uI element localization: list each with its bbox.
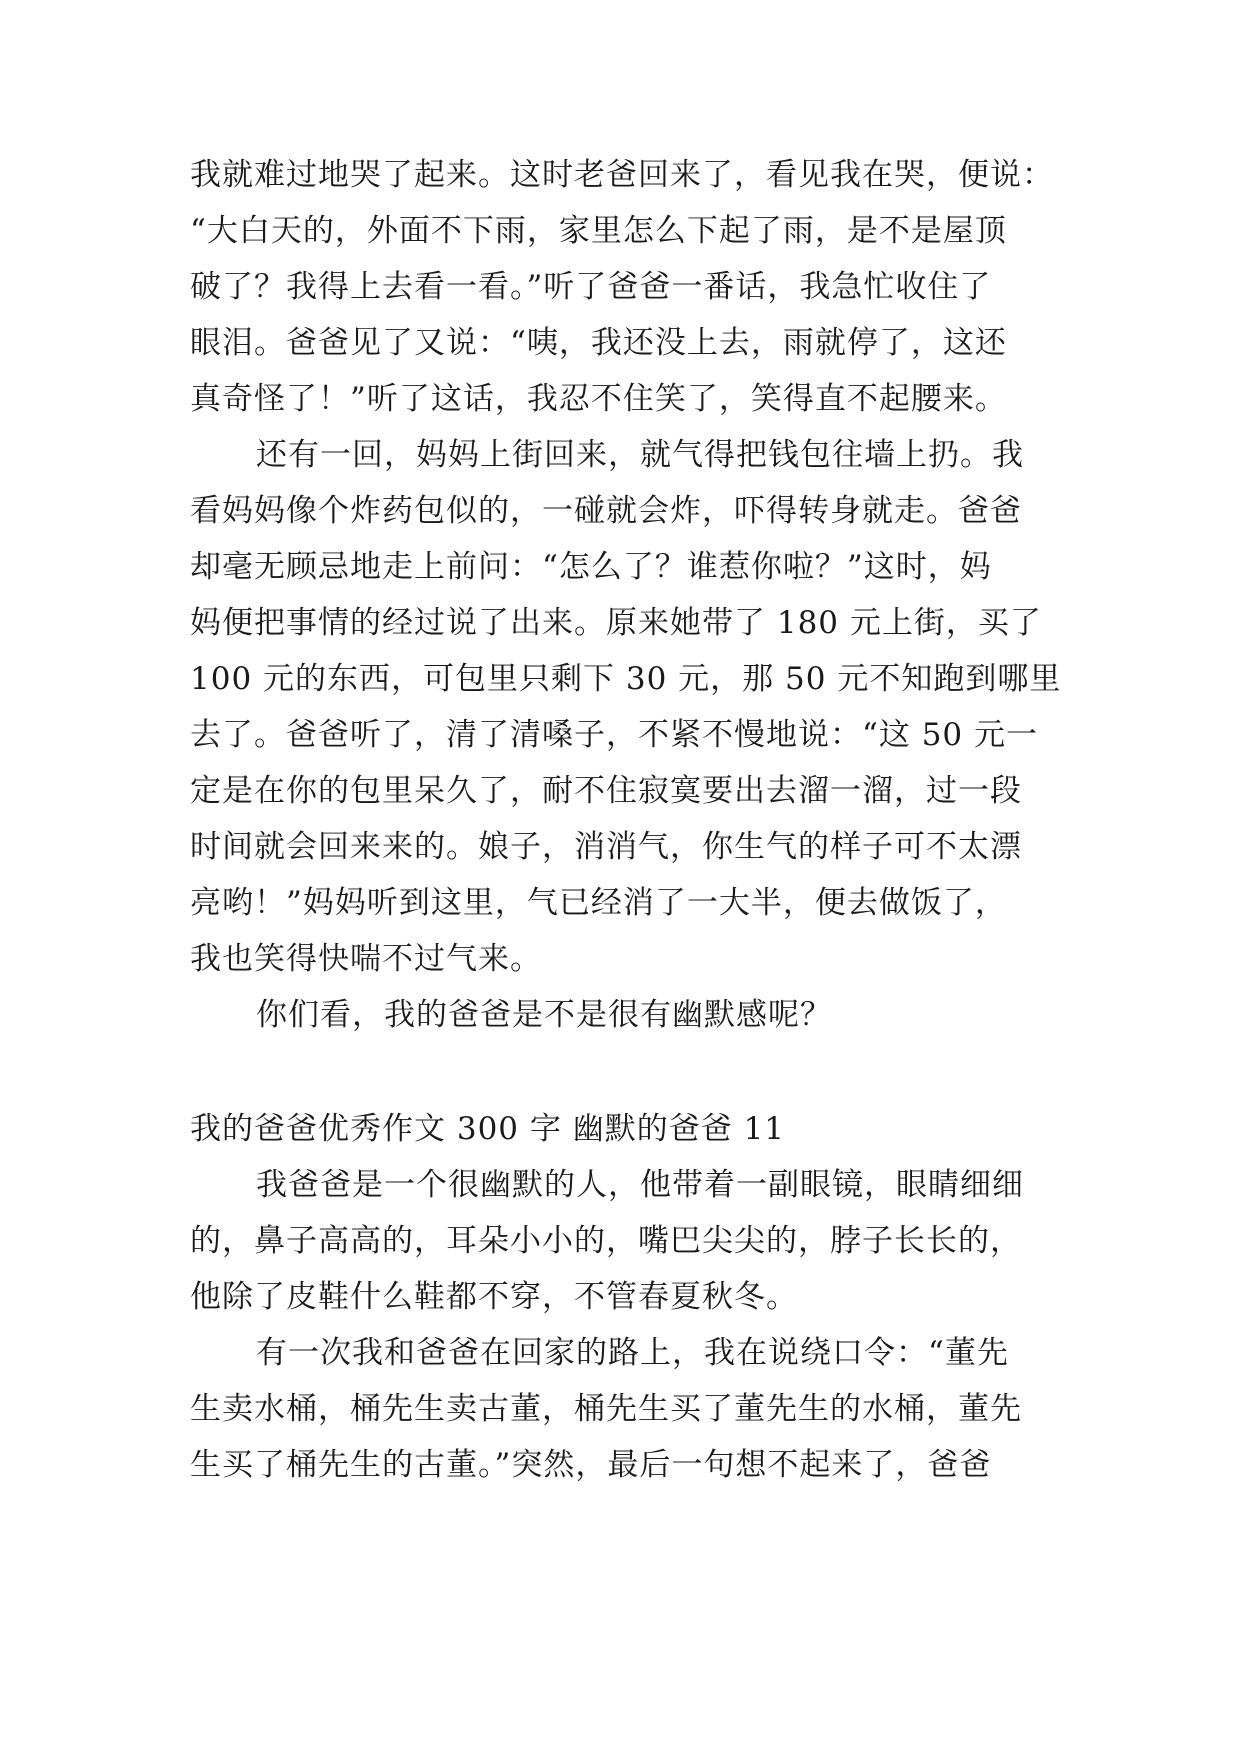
text-line: 定是在你的包里呆久了，耐不住寂寞要出去溜一溜，过一段 bbox=[190, 773, 1022, 809]
text-line: 他除了皮鞋什么鞋都不穿，不管春夏秋冬。 bbox=[190, 1279, 798, 1315]
text-line: 亮哟！”妈妈听到这里，气已经消了一大半，便去做饭了， bbox=[190, 885, 1007, 921]
text-line: 眼泪。爸爸见了又说：“咦，我还没上去，雨就停了，这还 bbox=[190, 325, 1007, 361]
paragraph-first-line: 你们看，我的爸爸是不是很有幽默感呢？ bbox=[256, 997, 832, 1033]
text-line: 妈便把事情的经过说了出来。原来她带了 180 元上街，买了 bbox=[190, 605, 1042, 641]
text-line: 看妈妈像个炸药包似的，一碰就会炸，吓得转身就走。爸爸 bbox=[190, 493, 1022, 529]
text-line: 生卖水桶，桶先生卖古董，桶先生买了董先生的水桶，董先 bbox=[190, 1391, 1022, 1427]
text-line: 去了。爸爸听了，清了清嗓子，不紧不慢地说：“这 50 元一 bbox=[190, 717, 1038, 753]
text-line: 时间就会回来来的。娘子，消消气，你生气的样子可不太漂 bbox=[190, 829, 1022, 865]
section-title: 我的爸爸优秀作文 300 字 幽默的爸爸 11 bbox=[190, 1111, 786, 1147]
text-line: 我就难过地哭了起来。这时老爸回来了，看见我在哭，便说： bbox=[190, 157, 1054, 193]
text-line: 真奇怪了！”听了这话，我忍不住笑了，笑得直不起腰来。 bbox=[190, 381, 1007, 417]
text-line: 生买了桶先生的古董。”突然，最后一句想不起来了，爸爸 bbox=[190, 1447, 992, 1483]
text-line: 破了？我得上去看一看。”听了爸爸一番话，我急忙收住了 bbox=[190, 269, 992, 305]
text-line: 却毫无顾忌地走上前问：“怎么了？谁惹你啦？”这时，妈 bbox=[190, 549, 992, 585]
text-line: 我也笑得快喘不过气来。 bbox=[190, 941, 542, 977]
text-line: 100 元的东西，可包里只剩下 30 元，那 50 元不知跑到哪里 bbox=[190, 661, 1062, 697]
text-line: 的，鼻子高高的，耳朵小小的，嘴巴尖尖的，脖子长长的， bbox=[190, 1223, 1022, 1259]
paragraph-first-line: 有一次我和爸爸在回家的路上，我在说绕口令：“董先 bbox=[256, 1335, 1009, 1371]
paragraph-first-line: 我爸爸是一个很幽默的人，他带着一副眼镜，眼睛细细 bbox=[256, 1167, 1024, 1203]
text-line: “大白天的，外面不下雨，家里怎么下起了雨，是不是屋顶 bbox=[190, 213, 1007, 249]
paragraph-first-line: 还有一回，妈妈上街回来，就气得把钱包往墙上扔。我 bbox=[256, 437, 1024, 473]
